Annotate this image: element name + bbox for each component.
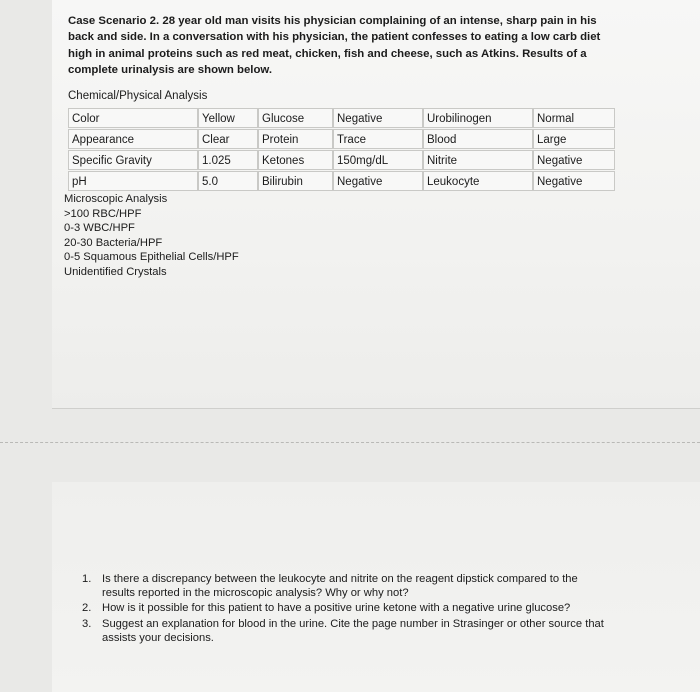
question-item (82, 601, 612, 615)
table-cell: Specific Gravity (68, 150, 198, 170)
table-cell: Ketones (258, 150, 333, 170)
list-item: 0-3 WBC/HPF (64, 222, 135, 234)
table-cell: Normal (533, 108, 615, 128)
table-cell: Negative (333, 108, 423, 128)
table-cell: Urobilinogen (423, 108, 533, 128)
table-cell: Negative (533, 171, 615, 191)
table-cell: 1.025 (198, 150, 258, 170)
table-cell: Blood (423, 129, 533, 149)
chemical-analysis-table (68, 108, 616, 198)
table-cell: Large (533, 129, 615, 149)
question-item (82, 572, 612, 600)
question-number: 3. (82, 617, 92, 630)
chemical-analysis-title: Chemical/Physical Analysis (68, 90, 208, 102)
table-cell: Trace (333, 129, 423, 149)
question-text: Is there a discrepancy between the leukocyte and nitrite on the reagent dipstick compared to the results reported in the microscopic analysis? Why or why not? (102, 573, 578, 600)
table-cell: Clear (198, 129, 258, 149)
list-item: Unidentified Crystals (64, 265, 167, 278)
case-heading: Case Scenario 2. (68, 15, 160, 27)
list-item: >100 RBC/HPF (64, 207, 142, 220)
question-list (82, 572, 612, 646)
list-item: 20-30 Bacteria/HPF (64, 236, 163, 249)
page-divider (0, 442, 700, 443)
table-cell: Appearance (68, 129, 198, 149)
case-intro (68, 13, 608, 79)
question-text: Suggest an explanation for blood in the urine. Cite the page number in Strasinger or other source that assists your decisions. (102, 617, 604, 644)
microscopic-title: Microscopic Analysis (64, 193, 168, 205)
table-cell: Leukocyte (423, 171, 533, 191)
table-cell: Negative (333, 171, 423, 191)
list-item: 0-5 Squamous Epithelial Cells/HPF (64, 251, 239, 263)
question-item (82, 617, 612, 645)
question-number: 2. (82, 602, 92, 615)
table-cell: Nitrite (423, 150, 533, 170)
question-text: How is it possible for this patient to have a positive urine ketone with a negative urine glucose? (102, 602, 571, 615)
table-cell: Protein (258, 129, 333, 149)
table-cell: Yellow (198, 108, 258, 128)
table-cell: Glucose (258, 108, 333, 128)
table-cell: Negative (533, 150, 615, 170)
table-cell: 150mg/dL (333, 150, 423, 170)
table-cell: pH (68, 171, 198, 191)
table-cell: Bilirubin (258, 171, 333, 191)
microscopic-analysis (64, 192, 239, 279)
case-text: 28 year old man visits his physician complaining of an intense, sharp pain in his back and side. In a conversation with his physician, the patient confesses to eating a low carb diet high in animal proteins such as red meat, chicken, fish and cheese, such as Atkins. Results of a complete urinalysis are shown below. (68, 15, 601, 77)
table-cell: 5.0 (198, 171, 258, 191)
table-cell: Color (68, 108, 198, 128)
question-number: 1. (82, 573, 92, 585)
